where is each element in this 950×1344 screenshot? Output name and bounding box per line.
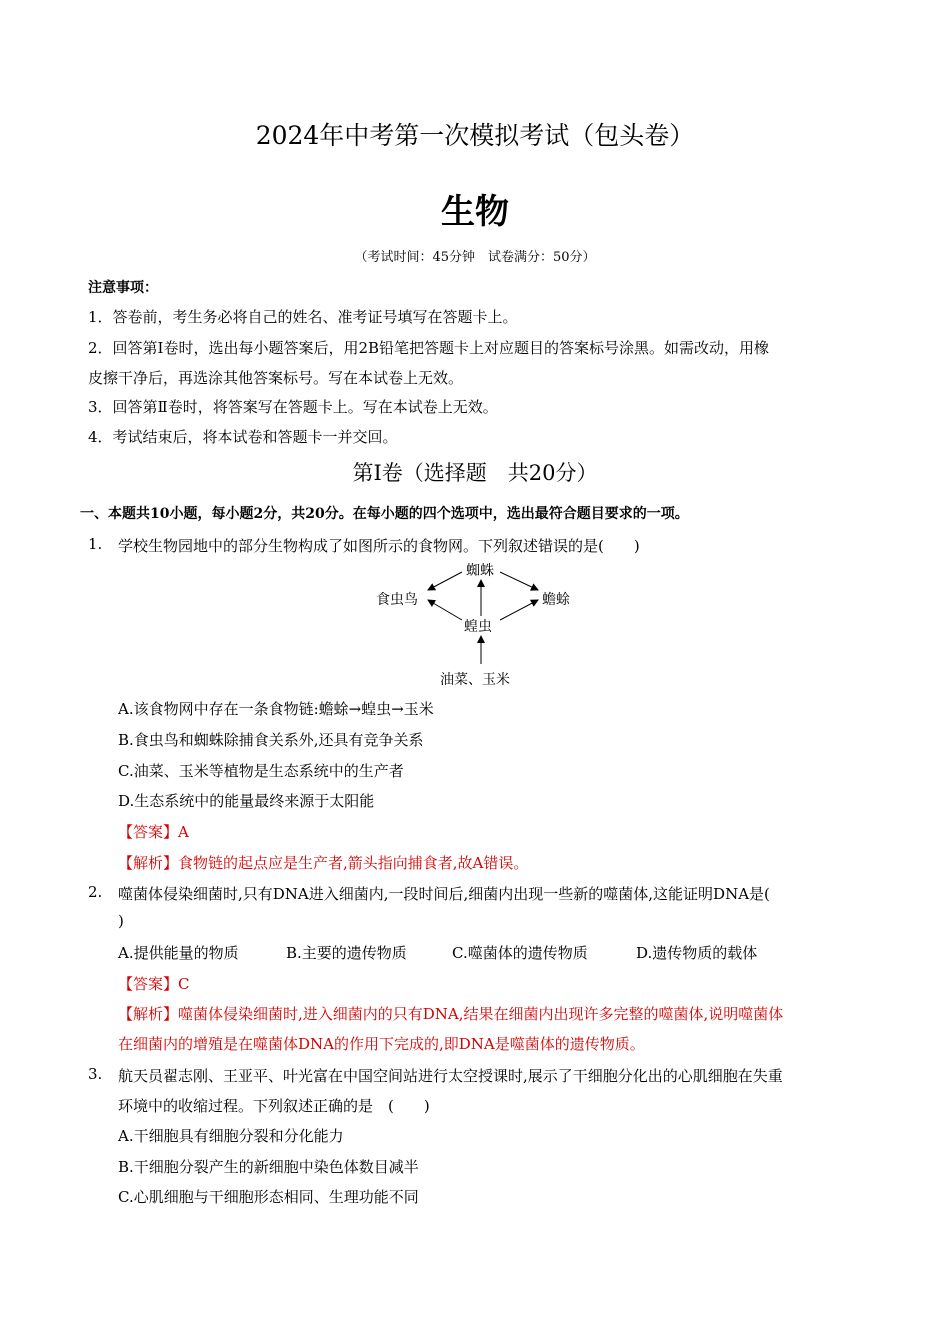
- food-web-diagram: [360, 556, 600, 694]
- question-number: 1.: [88, 535, 103, 553]
- option: A.该食物网中存在一条食物链:蟾蜍→蝗虫→玉米: [118, 700, 434, 718]
- analysis: 【解析】噬菌体侵染细菌时,进入细菌内的只有DNA,结果在细菌内出现许多完整的噬菌体,说明噬菌体: [118, 1005, 784, 1023]
- arrow-spider-to-bird: [428, 572, 462, 590]
- option: C.心肌细胞与干细胞形态相同、生理功能不同: [118, 1188, 419, 1206]
- exam-title: 2024年中考第一次模拟考试（包头卷）: [255, 121, 695, 150]
- section-title: 第Ⅰ卷（选择题 共20分）: [352, 461, 598, 485]
- notice-item: 4．考试结束后，将本试卷和答题卡一并交回。: [88, 428, 398, 446]
- food-web-locust: 蝗虫: [464, 619, 492, 635]
- question-number: 2.: [88, 883, 103, 901]
- option: D.遗传物质的载体: [636, 944, 758, 962]
- analysis-cont: 在细菌内的增殖是在噬菌体DNA的作用下完成的,即DNA是噬菌体的遗传物质。: [118, 1035, 645, 1053]
- arrow-locust-to-bird: [428, 600, 462, 620]
- option: B.食虫鸟和蜘蛛除捕食关系外,还具有竞争关系: [118, 731, 424, 749]
- question-stem-cont: 环境中的收缩过程。下列叙述正确的是 ( ): [118, 1097, 430, 1115]
- arrow-locust-to-toad: [500, 600, 538, 620]
- question-stem-cont: ): [118, 912, 124, 930]
- subject-title: 生物: [441, 192, 509, 232]
- food-web-toad: 蟾蜍: [542, 592, 570, 608]
- food-web-plants: 油菜、玉米: [440, 672, 510, 688]
- analysis: 【解析】食物链的起点应是生产者,箭头指向捕食者,故A错误。: [118, 854, 529, 872]
- option: A.干细胞具有细胞分裂和分化能力: [118, 1127, 344, 1145]
- part-instruction: 一、本题共10小题，每小题2分，共20分。在每小题的四个选项中，选出最符合题目要求的一项。: [80, 506, 689, 522]
- option: D.生态系统中的能量最终来源于太阳能: [118, 792, 375, 810]
- food-web-bird: 食虫鸟: [376, 592, 418, 608]
- notice-heading: 注意事项：: [88, 280, 158, 296]
- exam-time-info: （考试时间：45分钟 试卷满分：50分）: [354, 250, 596, 265]
- question-stem: 学校生物园地中的部分生物构成了如图所示的食物网。下列叙述错误的是( ): [118, 537, 640, 555]
- arrow-spider-to-toad: [500, 572, 538, 590]
- option: A.提供能量的物质: [118, 944, 239, 962]
- answer: 【答案】C: [118, 975, 190, 993]
- answer: 【答案】A: [118, 823, 189, 841]
- option: C.油菜、玉米等植物是生态系统中的生产者: [118, 762, 404, 780]
- option: B.干细胞分裂产生的新细胞中染色体数目减半: [118, 1158, 419, 1176]
- question-number: 3.: [88, 1065, 103, 1083]
- notice-item: 皮擦干净后，再选涂其他答案标号。写在本试卷上无效。: [88, 369, 464, 387]
- food-web-spider: 蜘蛛: [466, 563, 494, 579]
- option: C.噬菌体的遗传物质: [452, 944, 588, 962]
- notice-item: 2．回答第Ⅰ卷时，选出每小题答案后，用2B铅笔把答题卡上对应题目的答案标号涂黑。如需改动，用橡: [88, 339, 770, 357]
- notice-item: 3．回答第Ⅱ卷时，将答案写在答题卡上。写在本试卷上无效。: [88, 398, 498, 416]
- question-stem: 航天员翟志刚、王亚平、叶光富在中国空间站进行太空授课时,展示了干细胞分化出的心肌细胞在失重: [118, 1067, 783, 1085]
- option: B.主要的遗传物质: [286, 944, 407, 962]
- notice-item: 1．答卷前，考生务必将自己的姓名、准考证号填写在答题卡上。: [88, 308, 518, 326]
- question-stem: 噬菌体侵染细菌时,只有DNA进入细菌内,一段时间后,细菌内出现一些新的噬菌体,这能证明DNA是(: [118, 885, 770, 903]
